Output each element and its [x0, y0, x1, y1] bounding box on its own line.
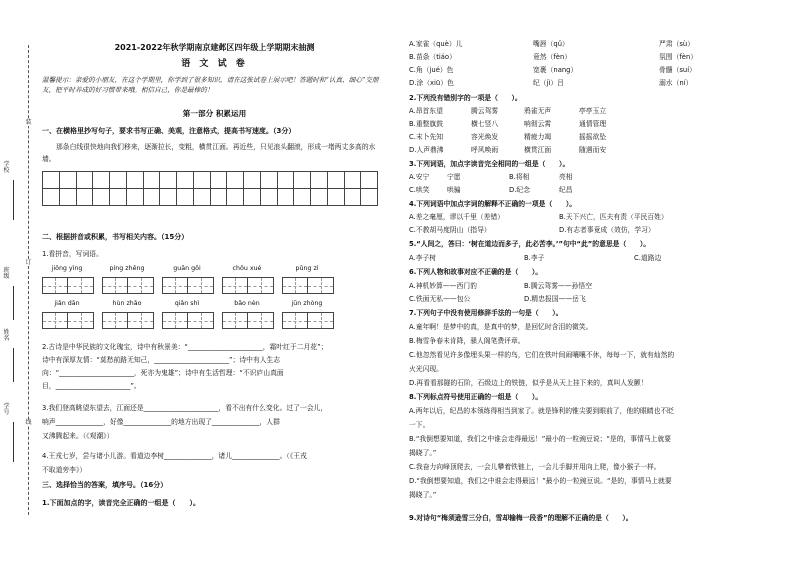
q2-option: 呼风唤雨: [471, 146, 499, 154]
q8-option: 一下。: [409, 421, 430, 429]
q3-option: 宁愿: [447, 173, 461, 181]
q6-option: D.精忠报国——岳飞: [524, 295, 586, 303]
q8-option: C.我奋力向峰顶爬去，一会儿攀着铁链上，一会儿手脚并用向上爬，像小猴子一样。: [409, 463, 661, 471]
cut-line: [28, 45, 29, 515]
tianzi-box[interactable]: [282, 277, 334, 294]
tianzi-box[interactable]: [162, 277, 214, 294]
class-label: 班级: [3, 267, 10, 281]
q1-option: 骨髓（suí）: [659, 66, 696, 74]
q1-option: 宽裹（nang）: [533, 66, 578, 74]
q3-option: A.安宁: [409, 173, 430, 181]
q2-sub2-line1: 2.古诗是中华民族的文化瑰宝，诗中有秋景美：“______________________，霜叶红于二月花”；: [42, 343, 328, 351]
q2-option: D.人声鼎沸: [409, 146, 444, 154]
cut-char-1: 装: [25, 119, 32, 126]
q2-option: 鸦雀无声: [524, 107, 552, 115]
q2-sub2-line2: 诗中有深厚友情：“莫愁前路无知己，______________________”；诗中有人生志: [42, 356, 281, 364]
q3-option: 亮相: [559, 173, 573, 181]
q8-option: D.“我倒想要知道，我们之中谁会走得最远！”最小的一粒豌豆说。“是的，事情马上就要: [409, 477, 672, 485]
part-heading: 第一部分 积累运用: [182, 109, 247, 118]
q2-option: 精疲力竭: [524, 133, 552, 141]
q4-option: C.不教胡马度阴山（指导）: [409, 226, 491, 234]
pinyin-8: qiǎn shì: [174, 300, 200, 307]
class-field[interactable]: [13, 286, 14, 320]
right-column: [409, 0, 779, 561]
q3-option: C.哄笑: [409, 186, 430, 194]
q8-option: 揭晓了。”: [409, 449, 437, 457]
tianzi-box[interactable]: [222, 277, 274, 294]
number-field[interactable]: [13, 422, 14, 462]
tianzi-box[interactable]: [42, 312, 94, 329]
q6-option: A.神机妙算——西门豹: [409, 282, 477, 290]
q2-sub2-line3: 向：“______________________，死亦为鬼雄”；诗中有生活哲理：“不识庐山真面: [42, 369, 284, 377]
q3-option: B.将相: [509, 173, 530, 181]
writing-grid[interactable]: [42, 171, 378, 206]
name-label: 姓名: [3, 329, 10, 343]
q2-question: 2.下列没有错别字的一项是（ ）。: [409, 94, 522, 102]
q2-option: B.重整旗鼓: [409, 120, 444, 128]
q2-option: A.昂首东望: [409, 107, 443, 115]
q2-option: 摇摇欲坠: [579, 133, 607, 141]
q7-option: 火光闪现。: [409, 365, 443, 373]
q2-sub3-line2: 响声______________，好像______________的地方出现了______________，人群: [42, 418, 280, 426]
q2-option: 容光焕发: [471, 133, 499, 141]
q6-option: B.腾云驾雾——孙悟空: [524, 282, 592, 290]
q2-option: 横七竖八: [471, 120, 499, 128]
pinyin-6: jiǎn dān: [54, 300, 80, 307]
tianzi-box[interactable]: [102, 277, 154, 294]
q8-option: B.“我倒想要知道，我们之中谁会走得最远！”最小的一粒豌豆说；“是的，事情马上就要: [409, 435, 672, 443]
q7-option: A.童年啊！是梦中的真，是真中的梦，是回忆时含泪的微笑。: [409, 323, 593, 331]
school-field[interactable]: [13, 180, 14, 220]
q1-option: 纪（jì）吕: [533, 79, 564, 87]
q2-option: 通情管理: [579, 120, 607, 128]
name-field[interactable]: [13, 348, 14, 382]
exam-subtitle: 语 文 试 卷: [181, 59, 248, 69]
q7-option: C.他忽然看见许多像埋头果一样的鸟，它们在铁叶间闹嚷嚷不休，每每一下，就有灿然的: [409, 351, 675, 359]
q1-option: C.角（jué）色: [409, 66, 454, 74]
q3-option: 哄骗: [447, 186, 461, 194]
q3-option: D.纪念: [509, 186, 530, 194]
q5-option: C.道路边: [634, 254, 662, 262]
q2-sub2-line4: 目，______________________”。: [42, 382, 141, 390]
q2-heading: 二、根据拼音或积累，书写相关内容。（15分）: [42, 233, 189, 241]
q3-heading: 三、选择恰当的答案，填序号。（16分）: [42, 481, 168, 489]
q2-sub3-line3: 又沸腾起来。（《观潮》）: [42, 432, 114, 440]
q2-option: 随遇而安: [579, 146, 607, 154]
left-column: [42, 0, 387, 561]
q7-question: 7.下列句子中没有使用修辞手法的一句是（ ）。: [409, 309, 563, 317]
q9-question: 9.对诗句“梅须逊雪三分白，雪却输梅一段香”的理解不正确的是（ ）。: [409, 514, 633, 522]
q3-sub1: 1.下面加点的字，读音完全正确的一组是（ ）。: [42, 499, 201, 507]
q1-option: A.家雀（què）儿: [409, 40, 463, 48]
q2-option: 亭亭玉立: [579, 107, 607, 115]
q1-option: B.苗条（tiáo）: [409, 53, 456, 61]
q8-question: 8.下列标点符号使用正确的一组是（ ）。: [409, 393, 543, 401]
q4-option: A.差之毫厘，谬以千里（差错）: [409, 213, 505, 221]
q5-question: 5.“人间之，答曰：‘树在道边而多子，此必苦李。’”句中“此”的意思是（ ）。: [409, 240, 651, 248]
tianzi-box[interactable]: [42, 277, 94, 294]
cut-char-3: 线: [25, 419, 32, 426]
q1-option: D.涂（xiū）色: [409, 79, 454, 87]
school-label: 学校: [3, 161, 10, 175]
q8-option: A.两年以后，纪昌的本领练得相当到家了。就是锋利的锥尖要到眼前了，他的眼睛也不眨: [409, 407, 674, 415]
q4-question: 4.下列词语中加点字词的解释不正确的一项是（ ）。: [409, 200, 577, 208]
q2-option: C.末卜先知: [409, 133, 444, 141]
q8-option: 揭晓了。”: [409, 491, 437, 499]
pinyin-9: bǎo nèn: [234, 300, 260, 307]
q1-option: 严肃（sù）: [659, 40, 695, 48]
tianzi-box[interactable]: [162, 312, 214, 329]
q2-sub4-line1: 4.王戎七岁，尝与诸小儿游。看道边李树______________，诸儿______________。（《王戎: [42, 452, 307, 460]
pinyin-3: guān gōi: [173, 265, 201, 272]
q2-sub3-line1: 3.我们登高眺望东望去，江面还是______________________，看不出有什么变化。过了一会儿，: [42, 404, 328, 412]
number-label: 学号: [3, 403, 10, 417]
tianzi-box[interactable]: [282, 312, 334, 329]
q2-option: 响彻云霄: [524, 120, 552, 128]
q1-option: 嘴唇（qǔ）: [533, 40, 569, 48]
q7-option: B.梅雪争春未肯降，骚人阁笔费评章。: [409, 337, 525, 345]
q3-option: 纪昌: [559, 186, 573, 194]
pinyin-10: jūn zhòng: [291, 300, 323, 307]
pinyin-7: hùn zhǎo: [112, 300, 142, 307]
q5-option: A.李子树: [409, 254, 437, 262]
q2-option: 腾云驾雾: [471, 107, 499, 115]
q6-question: 6.下列人物和故事对应不正确的是（ ）。: [409, 268, 543, 276]
q1-passage: 那条白线很快地向我们移来，逐渐拉长，变粗，横贯江面。再近些，只见浪头翻滚，形成一堵两丈多高的水墙。: [42, 143, 376, 163]
tianzi-box[interactable]: [102, 312, 154, 329]
pinyin-5: pǔng zì: [295, 265, 319, 272]
binding-margin: [0, 0, 40, 561]
q2-sub4-line2: 不取道旁李》）: [42, 466, 87, 474]
q1-option: 竟然（fèn）: [533, 53, 572, 61]
q1-option: 溺水（ní）: [659, 79, 693, 87]
q7-option: D.再看看那隧的石阶，石级边上的铁链，似乎是从天上挂下来的，真叫人发颤！: [409, 379, 648, 387]
q2-option: 横贯江面: [524, 146, 552, 154]
pinyin-1: jiǒng yìng: [51, 265, 83, 272]
pinyin-4: chōu xué: [232, 265, 262, 272]
tianzi-box[interactable]: [222, 312, 274, 329]
q1-heading: 一、在横格里抄写句子，要求书写正确、美观，注意格式，提高书写速度。（3分）: [42, 127, 296, 135]
q3-question: 3.下列词语，加点字读音完全相同的一组是（ ）。: [409, 160, 570, 168]
intro-note: 温馨提示：亲爱的小朋友，在这个学期里，你学到了很多知识，请在这张试卷上展示吧！答题时和“认真、细心”交朋友，把平时养成的好习惯带来哦。相信自己，你是最棒的！: [42, 76, 379, 95]
cut-char-2: 订: [25, 259, 32, 266]
q2-sub1: 1.看拼音，写词语。: [42, 250, 103, 258]
q4-option: B.天下兴亡，匹夫有责（平民百姓）: [559, 213, 668, 221]
q5-option: B.李子: [524, 254, 545, 262]
q6-option: C.铁面无私——包公: [409, 295, 471, 303]
q1-option: 氛围（fèn）: [659, 53, 698, 61]
pinyin-2: píng zhěng: [109, 265, 145, 272]
q4-option: D.有志者事竟成（效仿，学习）: [559, 226, 655, 234]
exam-title: 2021-2022年秋学期南京建邺区四年级上学期期末抽测: [114, 43, 315, 52]
